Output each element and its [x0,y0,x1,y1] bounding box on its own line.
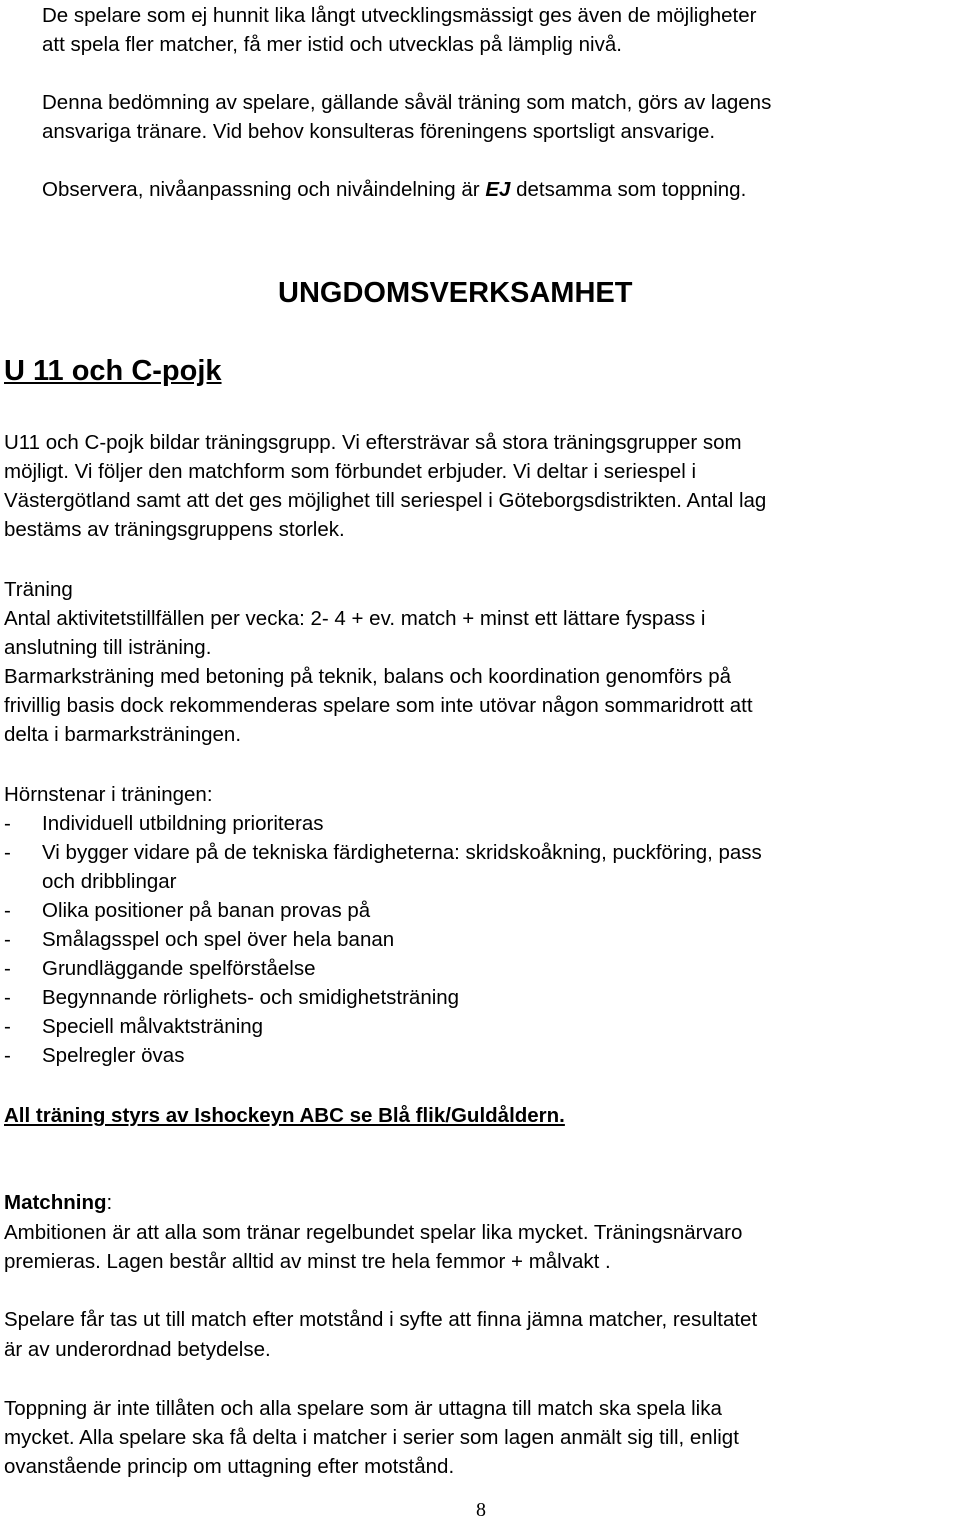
list-bullet: - [4,812,11,835]
list-item-text: Grundläggande spelförståelse [42,957,316,980]
list-bullet: - [4,899,11,922]
training-line4: frivillig basis dock rekommenderas spelare som inte utövar någon sommaridrott att [4,694,753,717]
matching-para3-line1: Toppning är inte tillåten och alla spelare som är uttagna till match ska spela lika [4,1397,722,1420]
list-bullet: - [4,841,11,864]
matching-heading-label: Matchning [4,1191,107,1214]
list-item-text: Olika positioner på banan provas på [42,899,371,922]
intro-para2-line1: Denna bedömning av spelare, gällande såväl träning som match, görs av lagens [42,91,772,114]
training-line1: Antal aktivitetstillfällen per vecka: 2- 4 + ev. match + minst ett lättare fyspass i [4,607,706,630]
list-bullet: - [4,1015,11,1038]
training-line2: anslutning till isträning. [4,636,212,659]
group-desc-line2: möjligt. Vi följer den matchform som förbundet erbjuder. Vi deltar i seriespel i [4,460,697,483]
intro-para1-line2: att spela fler matcher, få mer istid och utvecklas på lämplig nivå. [42,33,622,56]
matching-para1-line2: premieras. Lagen består alltid av minst tre hela femmor + målvakt . [4,1250,611,1273]
intro-para3-after: detsamma som toppning. [510,178,747,201]
list-item-text: Speciell målvaktsträning [42,1015,264,1038]
intro-para3-emph: EJ [485,178,511,201]
group-desc-line3: Västergötland samt att det ges möjlighet till seriespel i Göteborgsdistrikten. Antal lag [4,489,767,512]
matching-para2-line1: Spelare får tas ut till match efter motstånd i syfte att finna jämna matcher, resultatet [4,1308,758,1331]
matching-heading [4,1188,112,1217]
section-heading: UNGDOMSVERKSAMHET [278,277,633,309]
training-heading: Träning [4,578,73,601]
group-desc-line4: bestäms av träningsgruppens storlek. [4,518,345,541]
training-note: All träning styrs av Ishockeyn ABC se Blå flik/Guldåldern. [4,1104,565,1127]
matching-para3-line3: ovanstående princip om uttagning efter motstånd. [4,1455,455,1478]
list-item-text: Individuell utbildning prioriteras [42,812,324,835]
training-line5: delta i barmarksträningen. [4,723,242,746]
training-line3: Barmarksträning med betoning på teknik, balans och koordination genomförs på [4,665,732,688]
cornerstones-heading: Hörnstenar i träningen: [4,783,213,806]
list-item-continuation: och dribblingar [42,870,177,893]
page-number: 8 [476,1499,486,1521]
list-bullet: - [4,957,11,980]
intro-para2-line2: ansvariga tränare. Vid behov konsulteras föreningens sportsligt ansvarige. [42,120,716,143]
intro-para1-line1: De spelare som ej hunnit lika långt utvecklingsmässigt ges även de möjligheter [42,4,757,27]
list-item-text: Smålagsspel och spel över hela banan [42,928,395,951]
matching-para1-line1: Ambitionen är att alla som tränar regelbundet spelar lika mycket. Träningsnärvaro [4,1221,743,1244]
intro-para3 [42,175,746,204]
list-item-text: Vi bygger vidare på de tekniska färdigheterna: skridskoåkning, puckföring, pass [42,841,762,864]
intro-para3-before: Observera, nivåanpassning och nivåindelning är [42,178,486,201]
list-item-text: Begynnande rörlighets- och smidighetsträning [42,986,460,1009]
list-bullet: - [4,928,11,951]
list-item-text: Spelregler övas [42,1044,185,1067]
list-bullet: - [4,1044,11,1067]
matching-heading-colon: : [106,1191,113,1214]
list-bullet: - [4,986,11,1009]
matching-para2-line2: är av underordnad betydelse. [4,1338,271,1361]
matching-para3-line2: mycket. Alla spelare ska få delta i matcher i serier som lagen anmält sig till, enligt [4,1426,739,1449]
group-heading: U 11 och C-pojk [4,355,222,387]
group-desc-line1: U11 och C-pojk bildar träningsgrupp. Vi eftersträvar så stora träningsgrupper som [4,431,742,454]
